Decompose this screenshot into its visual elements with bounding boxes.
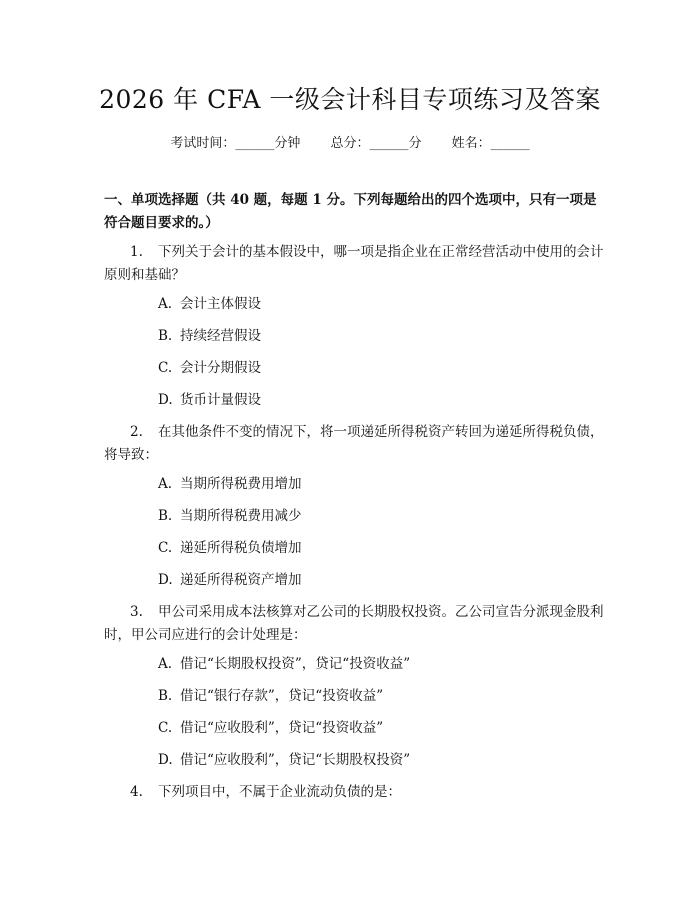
question-number: 3. (130, 604, 143, 620)
option-key: A. (158, 476, 173, 492)
question-1 (104, 241, 604, 287)
option-1d (158, 390, 261, 410)
question-text: 在其他条件不变的情况下，将一项递延所得税资产转回为递延所得税负债，将导致： (104, 424, 604, 463)
option-key: C. (158, 540, 173, 556)
option-key: A. (158, 656, 173, 672)
option-text: 递延所得税负债增加 (180, 540, 302, 556)
question-text: 甲公司采用成本法核算对乙公司的长期股权投资。乙公司宣告分派现金股利时，甲公司应进行的会计处理是： (104, 604, 604, 643)
option-1b (158, 326, 261, 346)
exam-meta (0, 132, 700, 151)
option-key: C. (158, 360, 173, 376)
option-2d (158, 570, 302, 590)
option-text: 持续经营假设 (180, 328, 261, 344)
question-text: 下列关于会计的基本假设中，哪一项是指企业在正常经营活动中使用的会计原则和基础？ (104, 244, 604, 283)
option-3c (158, 718, 383, 738)
option-1a (158, 294, 261, 314)
option-2a (158, 474, 302, 494)
option-text: 借记“应收股利”，贷记“长期股权投资” (180, 752, 411, 768)
option-2c (158, 538, 302, 558)
option-3b (158, 686, 383, 706)
option-key: C. (158, 720, 173, 736)
option-text: 借记“银行存款”，贷记“投资收益” (180, 688, 384, 704)
question-text: 下列项目中，不属于企业流动负债的是： (158, 784, 401, 800)
question-2 (104, 421, 604, 467)
option-2b (158, 506, 302, 526)
option-key: B. (158, 328, 173, 344)
option-key: B. (158, 688, 173, 704)
option-text: 递延所得税资产增加 (180, 572, 302, 588)
option-3a (158, 654, 410, 674)
question-3 (104, 601, 604, 647)
option-key: D. (158, 392, 173, 408)
option-text: 会计分期假设 (180, 360, 261, 376)
option-key: D. (158, 572, 173, 588)
option-key: B. (158, 508, 173, 524)
question-4 (104, 781, 604, 804)
option-text: 会计主体假设 (180, 296, 261, 312)
option-1c (158, 358, 261, 378)
question-number: 4. (130, 784, 143, 800)
option-key: A. (158, 296, 173, 312)
option-text: 借记“应收股利”，贷记“投资收益” (180, 720, 384, 736)
section-heading: 一、单项选择题（共 40 题，每题 1 分。下列每题给出的四个选项中，只有一项是符合题目要求的。） (104, 192, 597, 231)
option-text: 货币计量假设 (180, 392, 261, 408)
exam-time-label: 考试时间：______分钟 (170, 136, 301, 151)
option-text: 借记“长期股权投资”，贷记“投资收益” (180, 656, 411, 672)
option-text: 当期所得税费用增加 (180, 476, 302, 492)
question-number: 2. (130, 424, 143, 440)
option-key: D. (158, 752, 173, 768)
total-score-label: 总分：______分 (330, 136, 422, 151)
question-number: 1. (130, 244, 143, 260)
document-title: 2026 年 CFA 一级会计科目专项练习及答案 (99, 85, 601, 114)
name-label: 姓名：______ (451, 136, 530, 151)
option-3d (158, 750, 410, 770)
option-text: 当期所得税费用减少 (180, 508, 302, 524)
